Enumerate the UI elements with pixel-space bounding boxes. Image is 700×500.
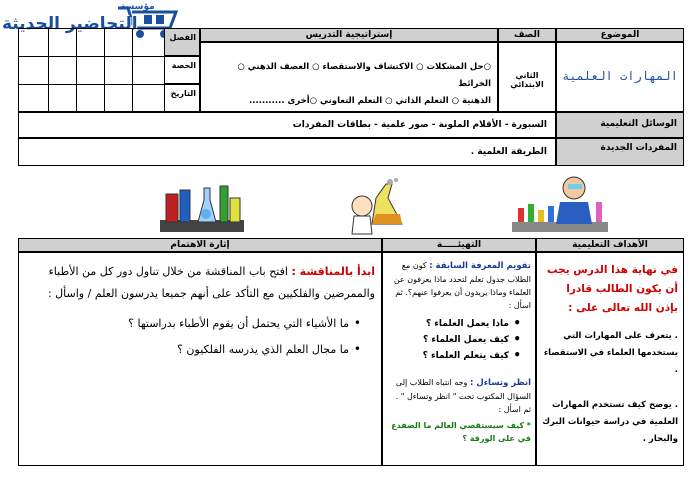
class-label: الفصل <box>164 28 200 56</box>
subject-value: المهارات العلمية <box>556 42 684 112</box>
subject-label: الموضوع <box>556 28 684 42</box>
motivation-question: • ما الأشياء التي يحتمل أن يقوم الأطباء بدراستها ؟ <box>23 311 361 337</box>
chemistry-cartoon-image <box>346 178 408 236</box>
grade-label: الصف <box>498 28 556 42</box>
look-and-wonder-text: وجه انتباه الطلاب إلى السؤال المكتوب تحت " انظر وتساءل " . ثم اسأل : <box>395 378 531 414</box>
child-scientist-image <box>512 172 608 236</box>
aids-value: السبورة - الأقلام الملونة - صور علمية - بطاقات المفردات <box>18 112 556 138</box>
vocab-label: المفردات الجديدة <box>556 138 684 166</box>
motivation-questions <box>23 311 361 363</box>
prior-knowledge-paragraph <box>387 259 531 312</box>
prior-knowledge-title: تقويم المعرفة السابقة : <box>429 261 531 271</box>
motivation-paragraph <box>23 261 375 305</box>
motivation-cell <box>18 252 382 466</box>
prior-questions <box>387 316 521 364</box>
lab-equipment-image <box>158 180 248 236</box>
look-and-wonder-title: انظر وتساءل : <box>469 378 531 388</box>
prior-knowledge-text: كون مع الطلاب جدول تعلم لتحدد ماذا يعرفون عن العلماء وماذا يريدون أن يعرفوا عنهم؟. ثم اسأل : <box>393 261 531 310</box>
period-label: الحصة <box>164 56 200 84</box>
date-label: التاريخ <box>164 84 200 112</box>
motivation-text: افتح باب المناقشة من خلال تناول دور كل من الأطباء والممرضين والفلكيين مع التأكد على أنهم جميعا يدرسون العلم / واسأل : <box>47 265 375 300</box>
strategy-label: إستراتيجية التدريس <box>200 28 498 42</box>
motivation-question: • ما مجال العلم الذي يدرسه الفلكيون ؟ <box>23 337 361 363</box>
strategy-options-line2: الذهنية ○ التعلم الذاتي ○ التعلم التعاوني ○أخرى ........... <box>249 96 491 106</box>
motivation-title: ابدأ بالمناقشة : <box>291 265 375 278</box>
objectives-cell <box>536 252 684 466</box>
motivation-header: إثارة الاهتمام <box>18 238 382 252</box>
grade-value: الثاني الابتدائي <box>498 42 556 112</box>
look-and-wonder-paragraph <box>387 376 531 416</box>
logo-label: مؤسسة <box>120 2 155 12</box>
logo-name: التحاضير الحديثة <box>2 14 138 34</box>
prior-question: • كيف يتعلم العلماء ؟ <box>387 348 521 364</box>
prior-question: • ماذا يعمل العلماء ؟ <box>387 316 521 332</box>
vocab-value: الطريقة العلمية . <box>18 138 556 166</box>
intro-cell <box>382 252 536 466</box>
prior-question: • كيف يعمل العلماء ؟ <box>387 332 521 348</box>
objective-item: . يوضح كيف تستخدم المهارات العلمية في دراسة حيوانات البرك والبحار . <box>542 400 678 444</box>
strategy-box <box>200 42 498 112</box>
strategy-options-line1: ○حل المشكلات ○ الاكتشاف والاستقصاء ○ العصف الذهني ○ الخرائط <box>237 62 491 89</box>
intro-header: التهيئـــــة <box>382 238 536 252</box>
aids-label: الوسائل التعليمية <box>556 112 684 138</box>
objective-item: . يتعرف على المهارات التي يستخدمها العلماء في الاستقصاء . <box>543 331 678 375</box>
objectives-intro: في نهاية هذا الدرس يجب أن يكون الطالب قادرا بإذن الله تعالى على : <box>547 264 678 314</box>
objectives-header: الأهداف التعليمية <box>536 238 684 252</box>
look-and-wonder-question: * كيف سيستقصي العالم ما الضفدع في على الورقة ؟ <box>391 421 531 443</box>
